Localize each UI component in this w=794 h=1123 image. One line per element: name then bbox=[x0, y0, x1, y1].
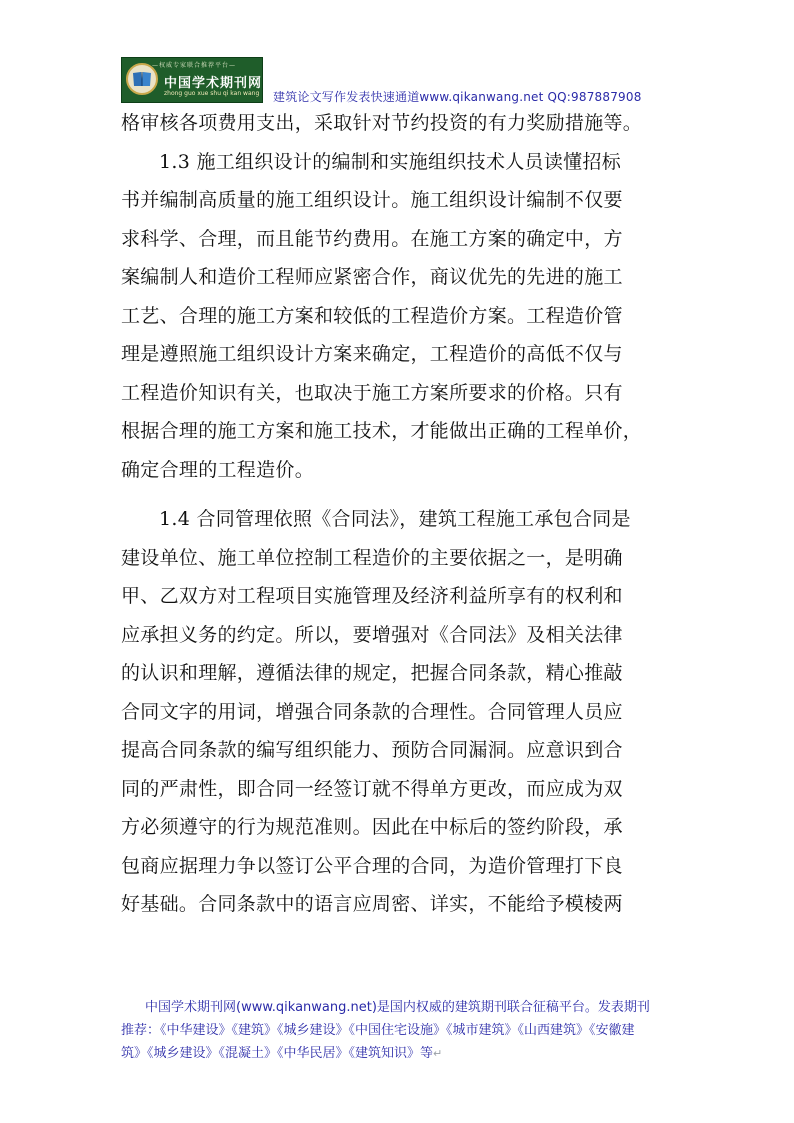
text-line: 好基础。合同条款中的语言应周密、详实，不能给予模棱两 bbox=[121, 893, 623, 915]
text-line: 工程造价知识有关，也取决于施工方案所要求的价格。只有 bbox=[121, 381, 623, 404]
footer-line[interactable]: 推荐：《中华建设》《建筑》《城乡建设》《中国住宅设施》《城市建筑》《山西建筑》《安徽建 bbox=[121, 1023, 635, 1038]
logo-pinyin: zhong guo xue shu qi kan wang bbox=[164, 90, 260, 97]
page-header bbox=[121, 57, 681, 105]
text-line: 同的严肃性，即合同一经签订就不得单方更改，而应成为双 bbox=[121, 777, 623, 800]
text-line: 工艺、合理的施工方案和较低的工程造价方案。工程造价管 bbox=[121, 304, 623, 327]
logo-tagline: —权威专家联合推荐平台— bbox=[152, 62, 237, 69]
article-body bbox=[121, 104, 681, 924]
section-1-4-heading-line: 1.4 合同管理依照《合同法》，建筑工程施工承包合同是 bbox=[159, 508, 631, 530]
site-logo[interactable] bbox=[121, 57, 263, 103]
text-line: 格审核各项费用支出，采取针对节约投资的有力奖励措施等。 bbox=[121, 112, 643, 134]
text-line: 方必须遵守的行为规范准则。因此在中标后的签约阶段，承 bbox=[121, 816, 623, 838]
text-line: 求科学、合理，而且能节约费用。在施工方案的确定中，方 bbox=[121, 227, 623, 250]
text-line: 确定合理的工程造价。 bbox=[121, 458, 315, 481]
text-line: 建设单位、施工单位控制工程造价的主要依据之一，是明确 bbox=[121, 546, 623, 569]
section-1-3-heading-line: 1.3 施工组织设计的编制和实施组织技术人员读懂招标 bbox=[159, 150, 622, 173]
footer-line[interactable]: 中国学术期刊网(www.qikanwang.net)是国内权威的建筑期刊联合征稿平台。发表期刊 bbox=[145, 1000, 650, 1015]
page-footer bbox=[121, 996, 683, 1065]
text-line: 的认识和理解，遵循法律的规定，把握合同条款，精心推敲 bbox=[121, 662, 623, 684]
text-line: 根据合理的施工方案和施工技术，才能做出正确的工程单价， bbox=[121, 420, 643, 442]
text-line: 应承担义务的约定。所以，要增强对《合同法》及相关法律 bbox=[121, 623, 623, 646]
text-line: 理是遵照施工组织设计方案来确定，工程造价的高低不仅与 bbox=[121, 343, 623, 365]
submission-channel-link[interactable]: 建筑论文写作发表快速通道www.qikanwang.net QQ:987887908 bbox=[273, 90, 642, 104]
paragraph-mark-icon: ↵ bbox=[433, 1047, 443, 1060]
footer-line-last bbox=[121, 1042, 683, 1065]
logo-name: 中国学术期刊网 bbox=[164, 76, 263, 91]
text-line: 提高合同条款的编写组织能力、预防合同漏洞。应意识到合 bbox=[121, 739, 623, 761]
text-line: 合同文字的用词，增强合同条款的合理性。合同管理人员应 bbox=[121, 700, 623, 723]
text-line: 包商应据理力争以签订公平合理的合同，为造价管理打下良 bbox=[121, 854, 623, 877]
paragraph-gap bbox=[121, 489, 681, 500]
book-seal-icon bbox=[126, 63, 158, 95]
footer-text[interactable]: 筑》《城乡建设》《混凝土》《中华民居》《建筑知识》等 bbox=[121, 1046, 434, 1061]
text-line: 案编制人和造价工程师应紧密合作，商议优先的先进的施工 bbox=[121, 266, 623, 288]
text-line: 书并编制高质量的施工组织设计。施工组织设计编制不仅要 bbox=[121, 189, 623, 211]
text-line: 甲、乙双方对工程项目实施管理及经济利益所享有的权利和 bbox=[121, 585, 623, 607]
